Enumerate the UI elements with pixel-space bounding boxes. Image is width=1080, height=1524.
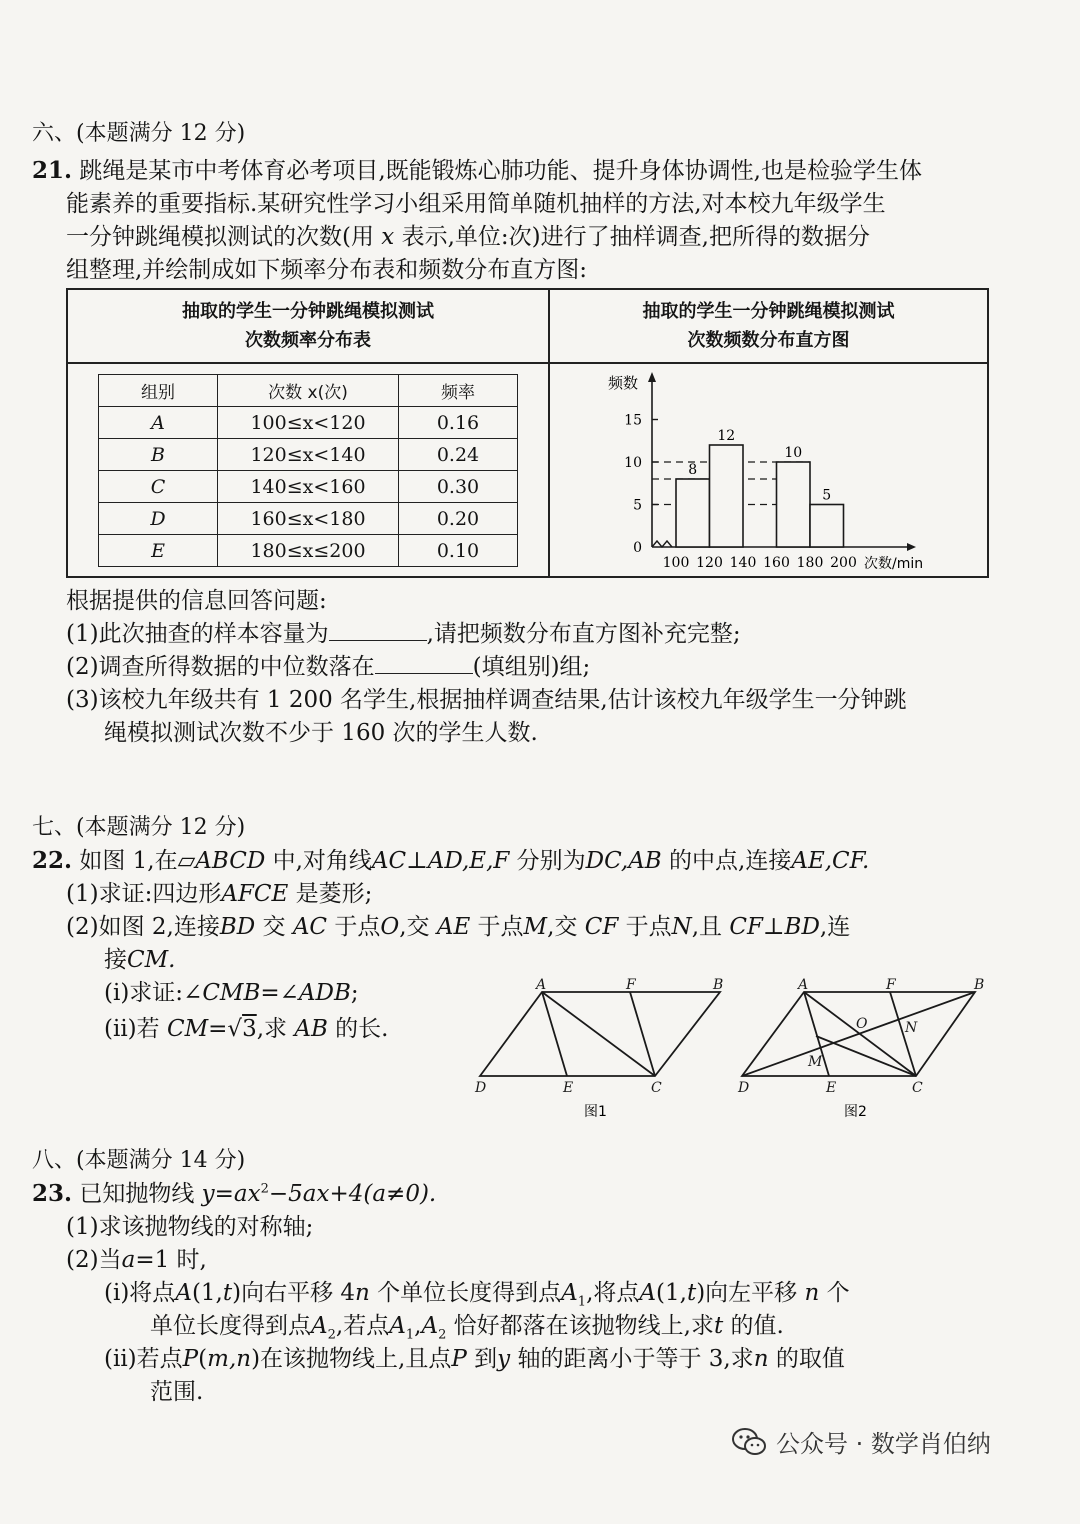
q22-part-2-ii: (ⅱ)若 CM=√3,求 AB 的长.	[104, 1016, 389, 1042]
histogram-chart	[550, 364, 987, 576]
x-tick-label: 140	[729, 555, 757, 571]
fig1-point-C: C	[651, 1080, 662, 1096]
q21-number: 21.	[32, 157, 73, 184]
q23-line-1: 23. 已知抛物线 $y=ax^2-5ax+4(a\ne 0)$.	[32, 1180, 437, 1207]
wechat-icon	[732, 1427, 766, 1457]
fig1-point-D: D	[475, 1080, 487, 1096]
watermark	[732, 1424, 991, 1459]
x-tick-label: 120	[696, 555, 723, 571]
y-axis-arrow	[648, 372, 656, 382]
header-freq: 频率	[399, 375, 518, 407]
q22-part-2-i: (ⅰ)求证:∠CMB=∠ADB;	[104, 980, 359, 1006]
section-8-heading: 八、(本题满分 14 分)	[32, 1148, 246, 1173]
fig2-point-F: F	[886, 977, 896, 993]
table-row: A 100≤x<120 0.16	[99, 407, 518, 439]
fig2-point-E: E	[826, 1080, 837, 1096]
q22-part-2: (2)如图 2,连接BD 交 AC 于点O,交 AE 于点M,交 CF 于点N,且 CF⊥BD,连	[66, 914, 851, 940]
table-header-row	[99, 375, 518, 407]
q23-part-1: (1)求该抛物线的对称轴;	[66, 1214, 314, 1240]
y-tick-label: 10	[624, 455, 642, 471]
frequency-table	[98, 374, 518, 567]
section-6-heading: 六、(本题满分 12 分)	[32, 121, 246, 146]
axis-break-mark	[652, 541, 672, 547]
q21-prompt: 根据提供的信息回答问题:	[66, 588, 327, 614]
q23-part-2-i: (ⅰ)将点A(1,t)向右平移 4n 个单位长度得到点$A_1$,将点A(1,t)向左平移 n 个	[104, 1280, 850, 1310]
q21-text-1: 跳绳是某市中考体育必考项目,既能锻炼心肺功能、提升身体协调性,也是检验学生体	[79, 158, 922, 184]
figure-2-caption: 图2	[844, 1104, 867, 1120]
bar-value-label: 5	[822, 487, 832, 504]
q23-part-2: (2)当a=1 时,	[66, 1247, 207, 1273]
x-axis-arrow	[907, 543, 916, 551]
q21-part-2: (2)调查所得数据的中位数落在 (填组别)组;	[66, 651, 590, 683]
fig2-point-D: D	[738, 1080, 750, 1096]
q21-part-3: (3)该校九年级共有 1 200 名学生,根据抽样调查结果,估计该校九年级学生一分钟跳	[66, 687, 907, 713]
figure-2	[742, 992, 975, 1076]
table-chart-frame	[66, 288, 989, 578]
fig2-point-N: N	[905, 1020, 918, 1036]
bar-value-label: 8	[688, 462, 698, 478]
histogram-bar	[710, 445, 744, 547]
fig1-point-F: F	[626, 977, 636, 993]
histogram-bar	[810, 505, 844, 548]
q21-line-4: 组整理,并绘制成如下频率分布表和频数分布直方图:	[66, 257, 588, 283]
x-tick-label: 100	[662, 555, 690, 571]
q21-part-3-cont: 绳模拟测试次数不少于 160 次的学生人数.	[104, 720, 538, 746]
y-tick-label: 0	[633, 540, 642, 556]
q21-line-1	[32, 155, 922, 187]
histogram-bar	[777, 462, 811, 547]
table-row: D 160≤x<180 0.20	[99, 503, 518, 535]
table-caption: 抽取的学生一分钟跳绳模拟测试 次数频率分布表	[182, 301, 434, 351]
q22-part-2-cont: 接CM.	[104, 947, 176, 973]
header-range: 次数 x(次)	[218, 375, 399, 407]
watermark-text: 公众号 · 数学肖伯纳	[776, 1430, 991, 1458]
q21-part-1: (1)此次抽查的样本容量为 ,请把频数分布直方图补充完整;	[66, 618, 741, 650]
bar-value-label: 12	[717, 428, 736, 444]
geometry-figures	[470, 970, 1030, 1120]
header-group: 组别	[99, 375, 218, 407]
x-tick-label: 160	[763, 555, 790, 571]
x-tick-label: 180	[796, 555, 824, 571]
fig1-point-E: E	[563, 1080, 574, 1096]
q21-line-3: 一分钟跳绳模拟测试的次数(用 x 表示,单位:次)进行了抽样调查,把所得的数据分	[66, 224, 870, 250]
bar-value-label: 10	[784, 445, 803, 461]
x-axis-label: 次数/min	[864, 556, 924, 572]
fig1-point-B: B	[713, 977, 724, 993]
figure-2-labels	[737, 977, 984, 1096]
y-tick-label: 15	[624, 412, 642, 429]
table-row: E 180≤x≤200 0.10	[99, 535, 518, 567]
table-row: B 120≤x<140 0.24	[99, 439, 518, 471]
fig2-point-C: C	[912, 1080, 923, 1096]
fig2-point-A: A	[798, 977, 809, 993]
x-tick-label: 200	[830, 555, 857, 571]
chart-caption: 抽取的学生一分钟跳绳模拟测试 次数频数分布直方图	[642, 301, 895, 351]
histogram-bar	[676, 479, 710, 547]
fig2-point-O: O	[856, 1016, 868, 1032]
figure-1	[480, 992, 720, 1076]
q23-part-2-i-cont: 单位长度得到点$A_2$,若点$A_1,A_2$ 恰好都落在该抛物线上,求t 的值.	[150, 1313, 784, 1343]
answer-blank-1[interactable]	[329, 618, 427, 641]
section-7-heading: 七、(本题满分 12 分)	[32, 815, 246, 840]
fig2-point-M: M	[808, 1054, 823, 1070]
answer-blank-2[interactable]	[375, 651, 473, 674]
q23-part-2-ii: (ⅱ)若点P(m,n)在该抛物线上,且点P 到y 轴的距离小于等于 3,求n 的取值	[104, 1346, 845, 1372]
table-row: C 140≤x<160 0.30	[99, 471, 518, 503]
y-tick-label: 5	[633, 497, 642, 514]
figure-1-caption: 图1	[584, 1104, 607, 1120]
q22-part-1: (1)求证:四边形AFCE 是菱形;	[66, 881, 373, 907]
y-axis-label: 频数	[608, 374, 639, 392]
q21-line-2: 能素养的重要指标.某研究性学习小组采用简单随机抽样的方法,对本校九年级学生	[66, 191, 886, 217]
q22-line-1: 22. 如图 1,在▱ABCD 中,对角线AC⊥AD,E,F 分别为DC,AB 的中点,连接AE,CF.	[32, 847, 870, 874]
fig1-point-A: A	[536, 977, 547, 993]
fig2-point-B: B	[974, 977, 985, 993]
q23-part-2-ii-cont: 范围.	[150, 1379, 204, 1405]
